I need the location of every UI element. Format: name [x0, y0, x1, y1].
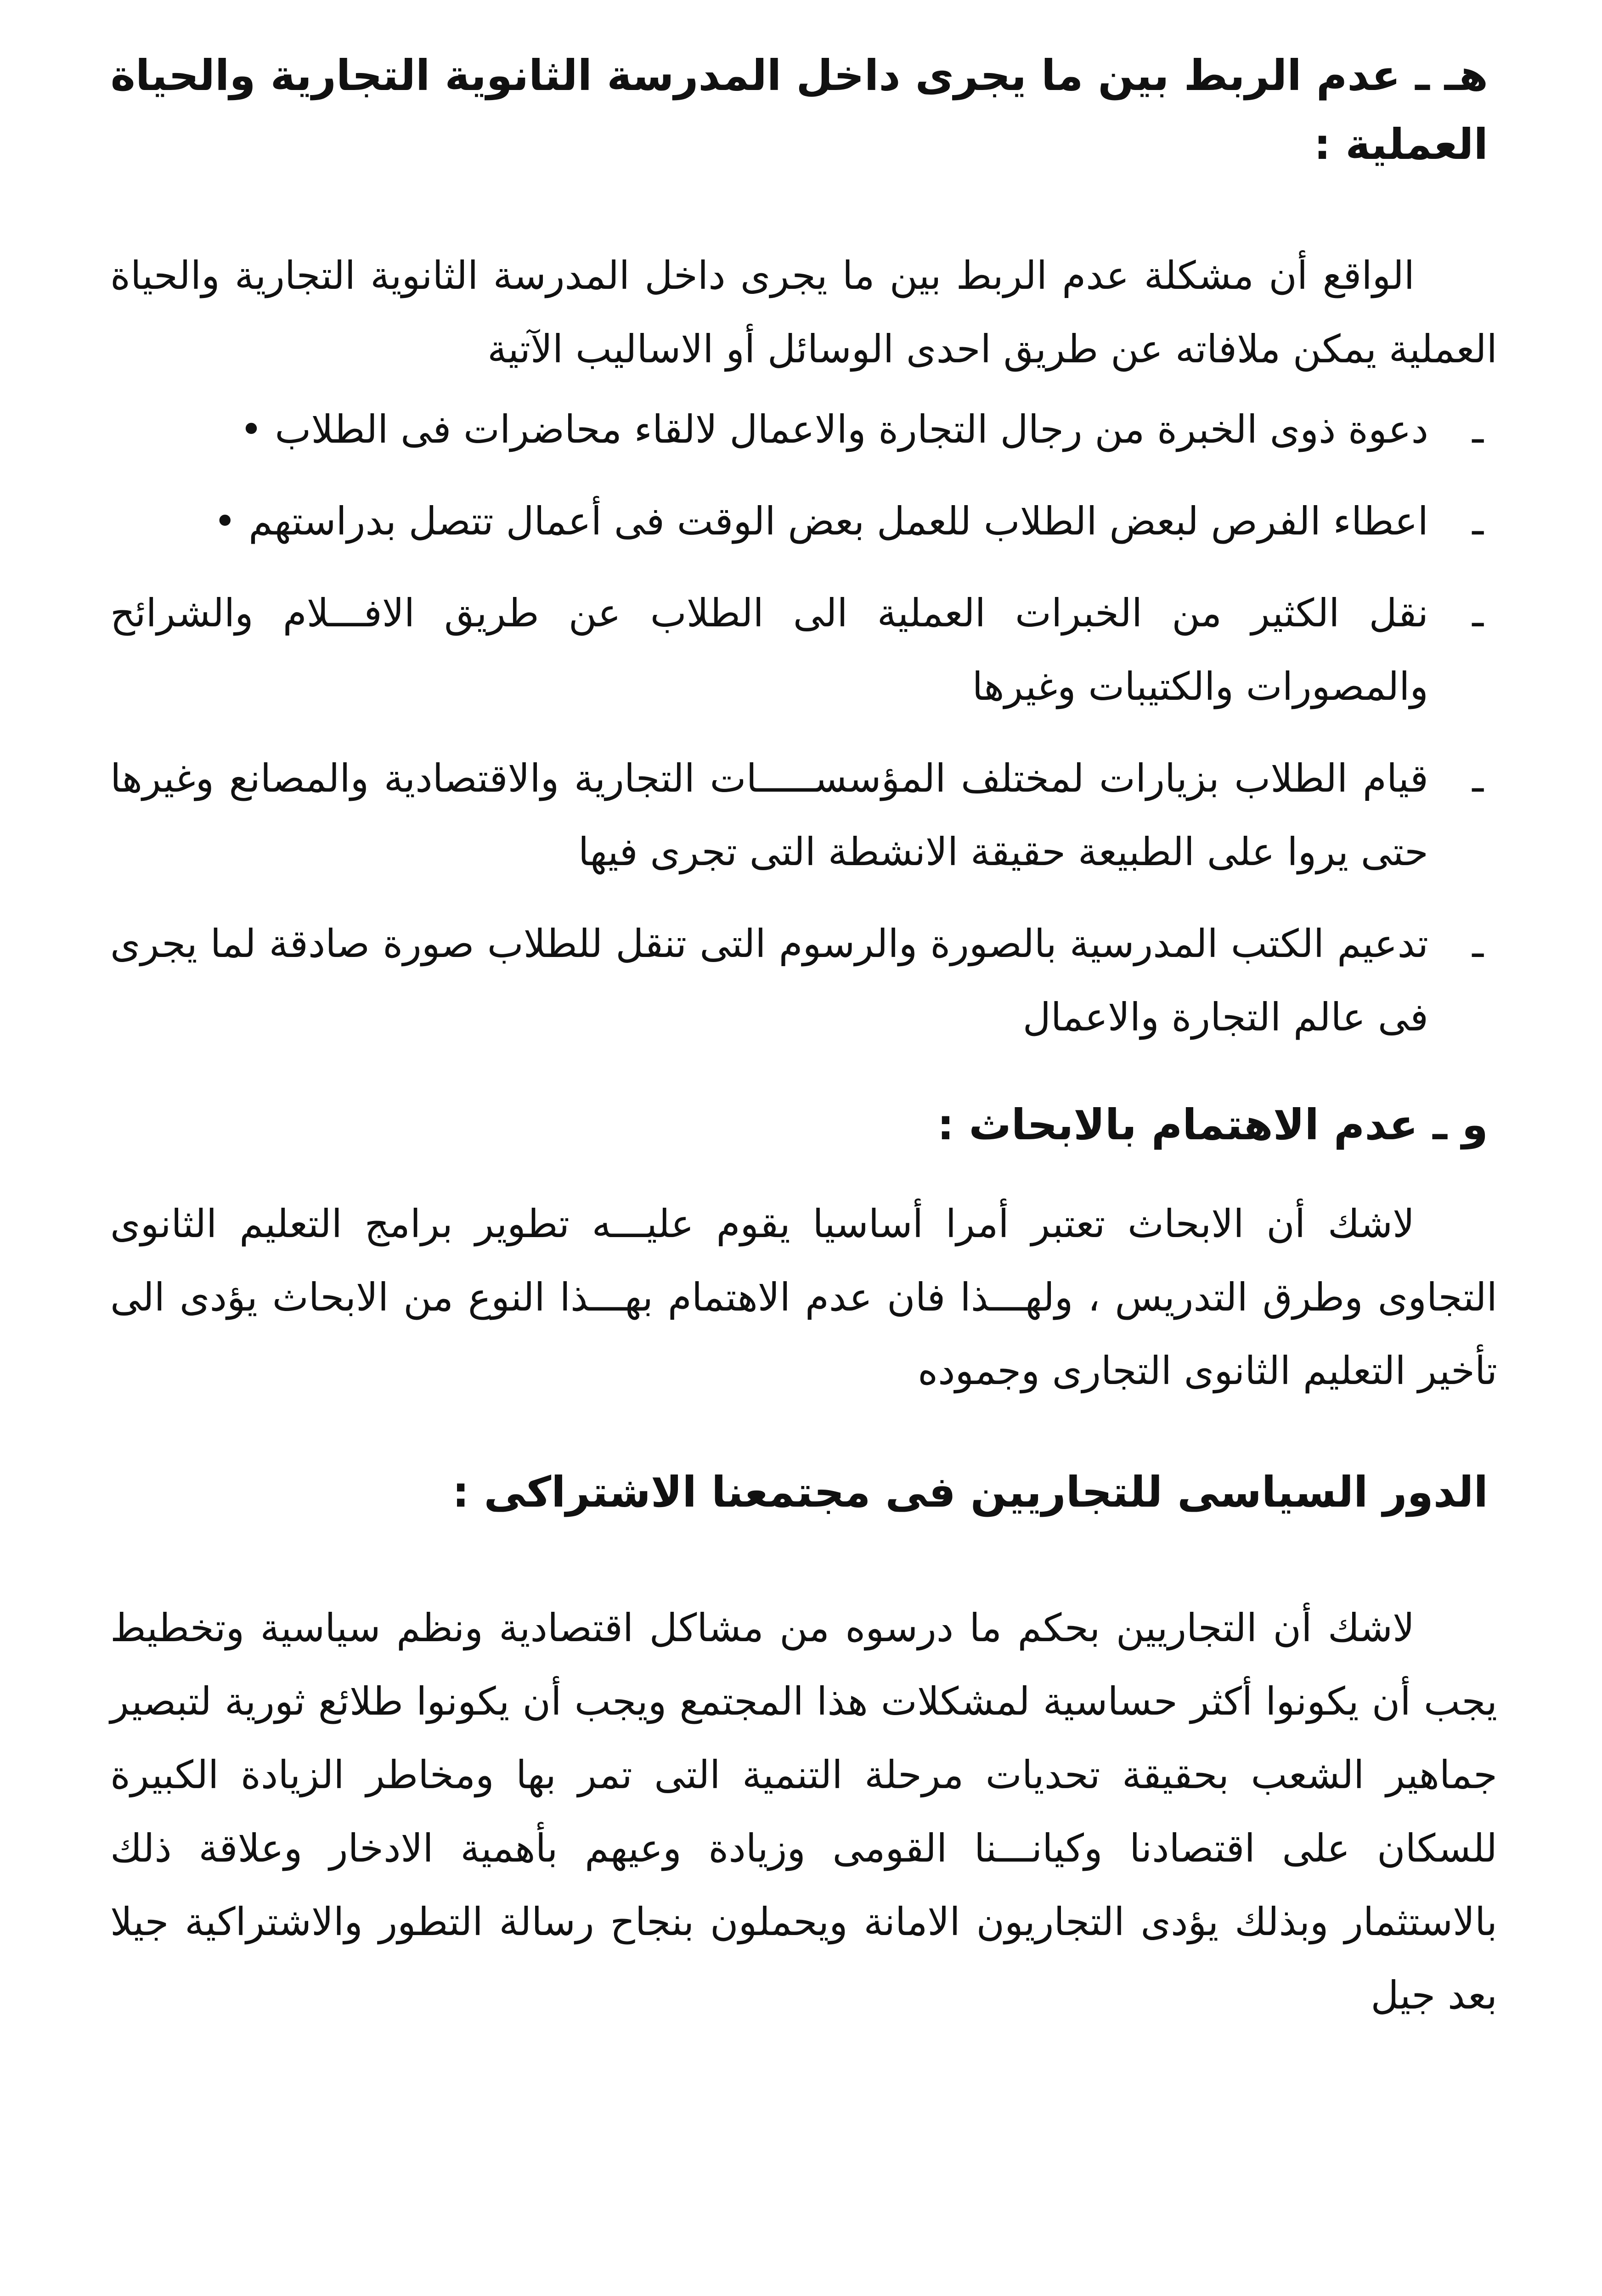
- list-item: [110, 576, 1497, 723]
- bullet-dash: ـ: [1472, 499, 1484, 544]
- section-w-heading: و ـ عدم الاهتمام بالابحاث :: [937, 1100, 1488, 1149]
- list-item-text: تدعيم الكتب المدرسية بالصورة والرسوم التى تنقل للطلاب صورة صادقة لما يجرى فى عالم التجارة والاعمال: [110, 921, 1428, 1040]
- bullet-dash: ـ: [1472, 921, 1484, 966]
- bullet-dash: ـ: [1472, 591, 1484, 636]
- bullet-dash: ـ: [1472, 756, 1484, 801]
- list-item: [110, 907, 1497, 1054]
- list-item: [110, 742, 1497, 889]
- list-item: [110, 393, 1497, 466]
- section-e-intro: الواقع أن مشكلة عدم الربط بين ما يجرى داخل المدرسة الثانوية التجارية والحياة العملية يمكن ملافاته عن طريق احدى الوسائل أو الاساليب الآتية: [110, 253, 1497, 371]
- section-e-heading: هـ ـ عدم الربط بين ما يجرى داخل المدرسة الثانوية التجارية والحياة العملية :: [110, 51, 1488, 169]
- list-item-text: دعوة ذوى الخبرة من رجال التجارة والاعمال لالقاء محاضرات فى الطلاب •: [240, 407, 1428, 452]
- section-e-bullet-list: [110, 393, 1497, 1054]
- list-item-text: قيام الطلاب بزيارات لمختلف المؤسســـــات التجارية والاقتصادية والمصانع وغيرها حتى يروا على الطبيعة حقيقة الانشطة التى تجرى فيها: [110, 756, 1428, 874]
- list-item-text: اعطاء الفرص لبعض الطلاب للعمل بعض الوقت فى أعمال تتصل بدراستهم •: [213, 499, 1428, 544]
- political-role-body: لاشك أن التجاريين بحكم ما درسوه من مشاكل اقتصادية ونظم سياسية وتخطيط يجب أن يكونوا أكثر حساسية لمشكلات هذا المجتمع ويجب أن يكونوا طلائع ثورية لتبصير جماهير الشعب بحقيقة تحديات مرحلة التنمية التى تمر بها ومخاطر الزيادة الكبيرة للسكان على اقتصادنا وكيانـــنا القومى وزيادة وعيهم بأهمية الادخار وعلاقة ذلك بالاستثمار وبذلك يؤدى التجاريون الامانة ويحملون بنجاح رسالة التطور والاشتراكية جيلا بعد جيل: [110, 1605, 1497, 2018]
- political-role-heading: الدور السياسى للتجاريين فى مجتمعنا الاشتراكى :: [452, 1468, 1488, 1517]
- list-item: [110, 484, 1497, 558]
- section-w-body: لاشك أن الابحاث تعتبر أمرا أساسيا يقوم عليـــه تطوير برامج التعليم الثانوى التجاوى وطرق التدريس ، ولهـــذا فان عدم الاهتمام بهـــذا النوع من الابحاث يؤدى الى تأخير التعليم الثانوى التجارى وجموده: [110, 1201, 1497, 1393]
- list-item-text: نقل الكثير من الخبرات العملية الى الطلاب عن طريق الافـــلام والشرائح والمصورات والكتيبات وغيرها: [110, 591, 1428, 709]
- bullet-dash: ـ: [1472, 407, 1484, 452]
- document-page: [110, 41, 1497, 2296]
